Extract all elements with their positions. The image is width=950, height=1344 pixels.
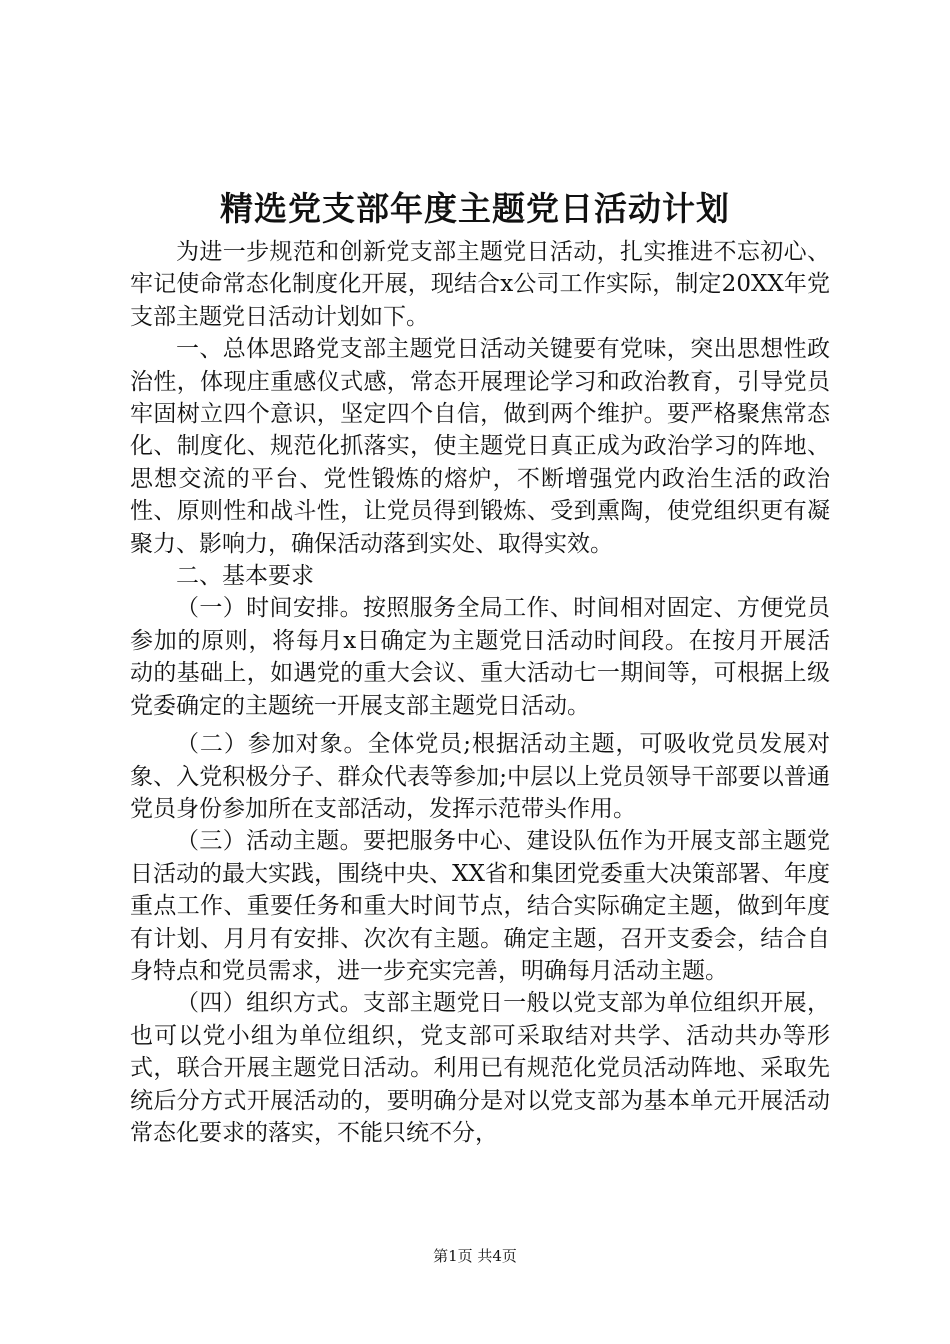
paragraph-overall-approach: 一、总体思路党支部主题党日活动关键要有党味，突出思想性政治性，体现庄重感仪式感，常态开展理论学习和政治教育，引导党员牢固树立四个意识，坚定四个自信，做到两个维护。要严格聚焦常态化、制度化、规范化抓落实，使主题党日真正成为政治学习的阵地、思想交流的平台、党性锻炼的熔炉，不断增强党内政治生活的政治性、原则性和战斗性，让党员得到锻炼、受到熏陶，使党组织更有凝聚力、影响力，确保活动落到实处、取得实效。 <box>130 336 830 557</box>
paragraph-intro: 为进一步规范和创新党支部主题党日活动，扎实推进不忘初心、牢记使命常态化制度化开展，现结合x公司工作实际，制定20XX年党支部主题党日活动计划如下。 <box>130 239 830 330</box>
page-number-footer: 第1页 共4页 <box>433 1247 517 1265</box>
paragraph-participants: （二）参加对象。全体党员;根据活动主题，可吸收党员发展对象、入党积极分子、群众代表等参加;中层以上党员领导干部要以普通党员身份参加所在支部活动，发挥示范带头作用。 <box>130 731 830 822</box>
section-heading-basic-requirements: 二、基本要求 <box>176 563 314 590</box>
document-title: 精选党支部年度主题党日活动计划 <box>220 189 730 228</box>
paragraph-organization-method: （四）组织方式。支部主题党日一般以党支部为单位组织开展，也可以党小组为单位组织，党支部可采取结对共学、活动共办等形式，联合开展主题党日活动。利用已有规范化党员活动阵地、采取先统后分方式开展活动的，要明确分是对以党支部为基本单元开展活动常态化要求的落实，不能只统不分， <box>130 990 830 1146</box>
paragraph-time-arrangement: （一）时间安排。按照服务全局工作、时间相对固定、方便党员参加的原则，将每月x日确定为主题党日活动时间段。在按月开展活动的基础上，如遇党的重大会议、重大活动七一期间等，可根据上级党委确定的主题统一开展支部主题党日活动。 <box>130 595 830 719</box>
paragraph-activity-theme: （三）活动主题。要把服务中心、建设队伍作为开展支部主题党日活动的最大实践，围绕中央、XX省和集团党委重大决策部署、年度重点工作、重要任务和重大时间节点，结合实际确定主题，做到年度有计划、月月有安排、次次有主题。确定主题，召开支委会，结合自身特点和党员需求，进一步充实完善，明确每月活动主题。 <box>130 828 830 984</box>
document-body <box>130 236 830 1149</box>
